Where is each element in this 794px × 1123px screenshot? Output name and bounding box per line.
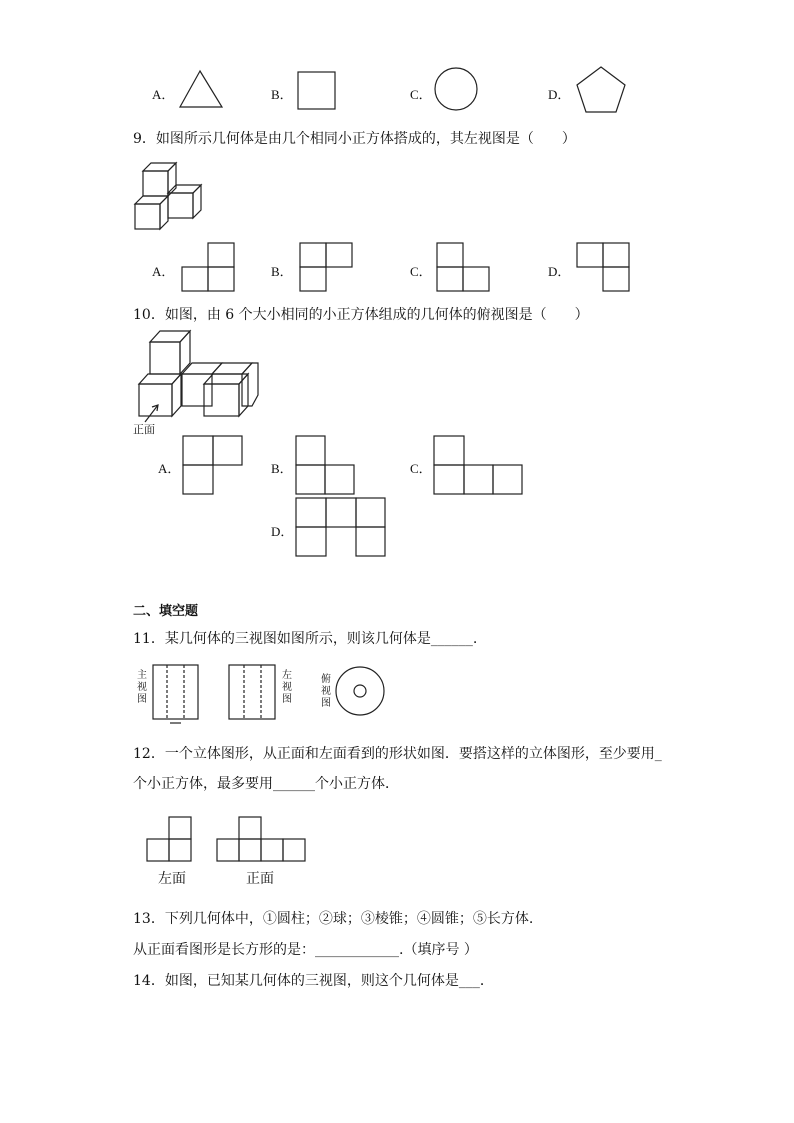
q12-front-label: 正面	[246, 871, 274, 887]
q11-question: 11．某几何体的三视图如图所示，则该几何体是______.	[133, 631, 478, 647]
q10-question: 10．如图，由 6 个大小相同的小正方体组成的几何体的俯视图是（ ）	[133, 307, 589, 323]
q9-option-b: B．	[271, 264, 293, 279]
q11-side-view-label: 左视图	[282, 670, 292, 705]
q9-option-c: C．	[410, 264, 432, 279]
q12-question-line1: 12．一个立体图形，从正面和左面看到的形状如图．要搭这样的立体图形，至少要用_	[133, 746, 662, 762]
q13-question-line2: 从正面看图形是长方形的是：____________.（填序号 ）	[133, 942, 478, 958]
q9-option-d: D．	[548, 264, 571, 279]
q8-option-c: C．	[410, 87, 432, 102]
q8-option-a: A．	[152, 87, 175, 102]
q13-question-line1: 13．下列几何体中，①圆柱；②球；③棱锥；④圆锥；⑤长方体.	[133, 911, 534, 927]
q11-top-view-label: 俯视图	[321, 674, 331, 709]
q10-option-c: C．	[410, 461, 432, 476]
q12-question-line2: 个小正方体，最多要用______个小正方体．	[133, 776, 399, 792]
q11-front-view-label: 主视图	[137, 670, 147, 705]
q8-option-d: D．	[548, 87, 571, 102]
q10-option-b: B．	[271, 461, 293, 476]
q8-option-b: B．	[271, 87, 293, 102]
q12-front-view	[0, 0, 1, 1]
q14-question: 14．如图，已知某几何体的三视图，则这个几何体是___．	[133, 973, 494, 989]
q9-option-a: A．	[152, 264, 175, 279]
q12-left-label: 左面	[158, 871, 186, 887]
q9-question: 9．如图所示几何体是由几个相同小正方体搭成的，其左视图是（ ）	[133, 131, 576, 147]
q10-option-a: A．	[158, 461, 181, 476]
q10-option-d: D．	[271, 524, 294, 539]
section-title: 二、填空题	[133, 604, 199, 619]
q10-front-label: 正面	[133, 423, 155, 436]
